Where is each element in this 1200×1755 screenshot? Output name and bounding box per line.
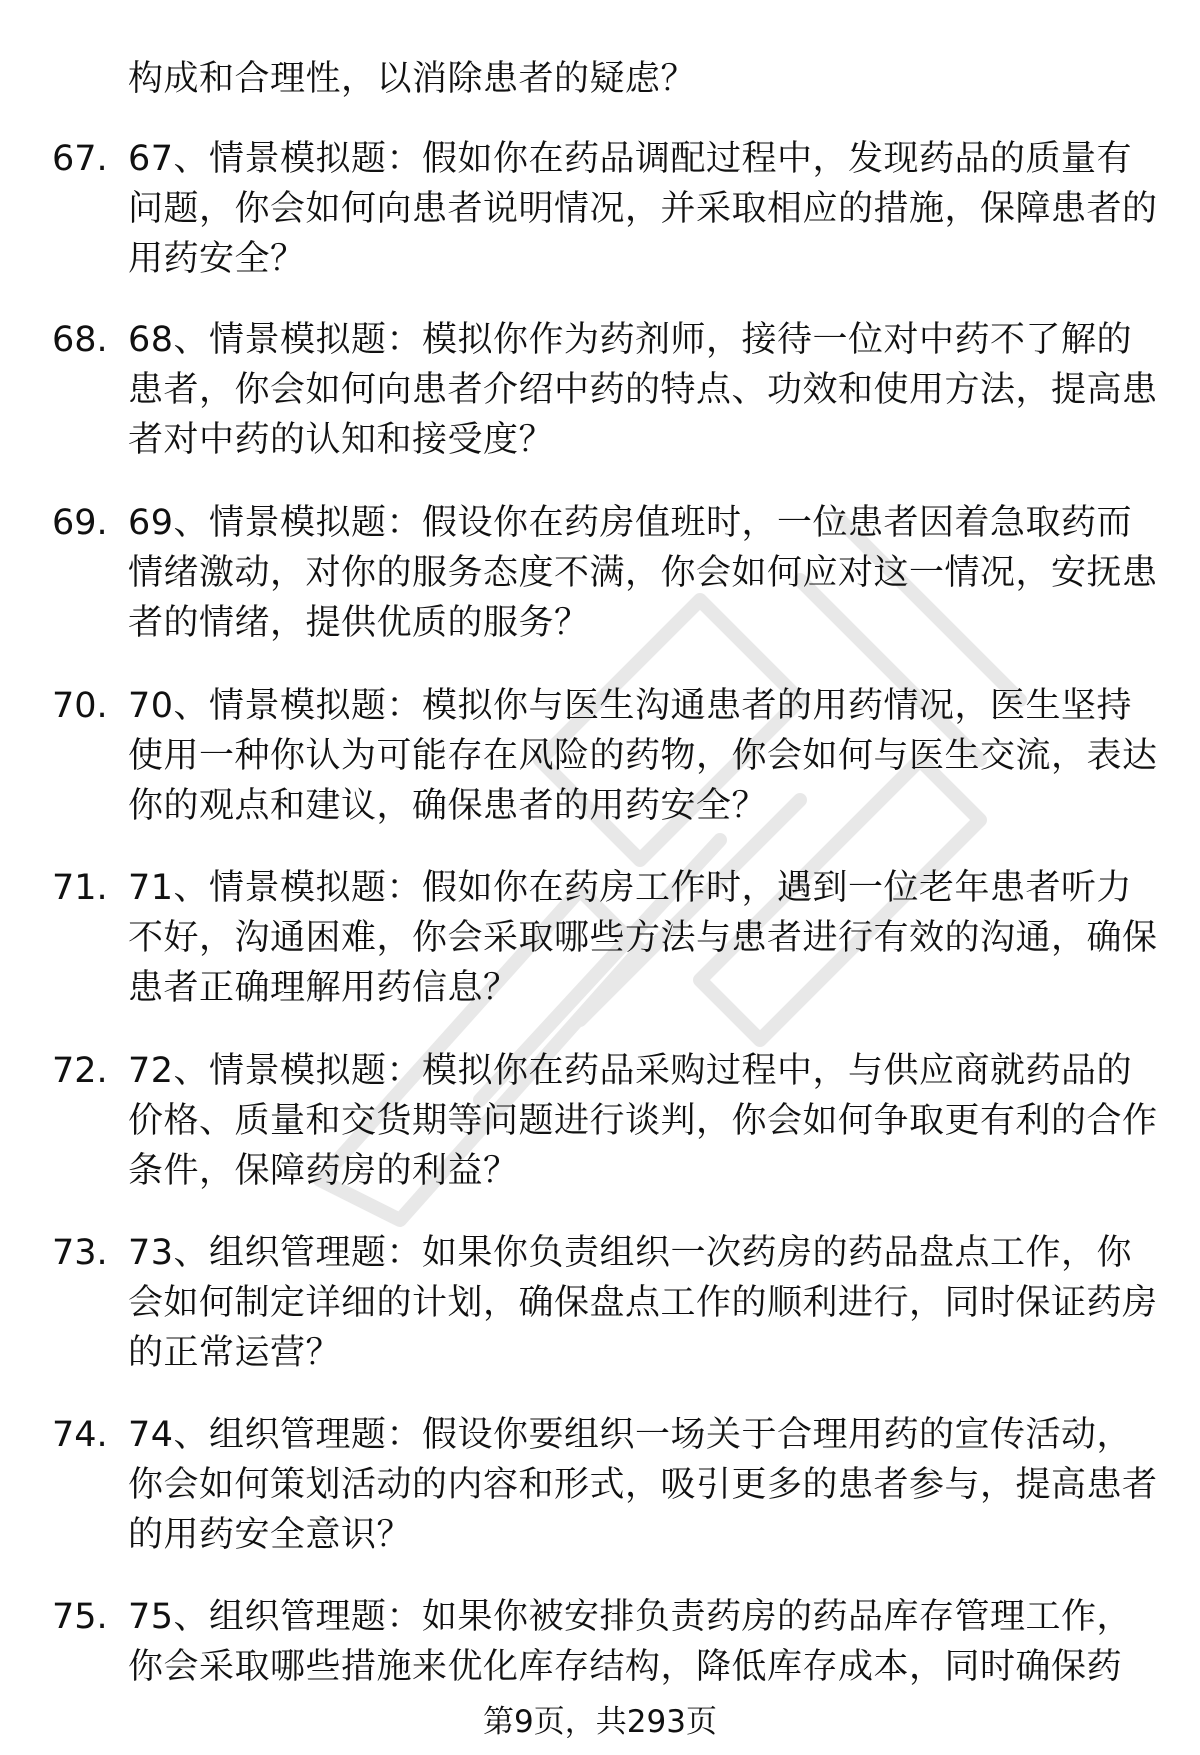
item-text: 75、组织管理题：如果你被安排负责药房的药品库存管理工作，你会采取哪些措施来优化库存结构，降低库存成本，同时确保药 [128, 1597, 1133, 1687]
item-text: 68、情景模拟题：模拟你作为药剂师，接待一位对中药不了解的患者，你会如何向患者介绍中药的特点、功效和使用方法，提高患者对中药的认知和接受度？ [128, 320, 1158, 460]
item-number: 71. [52, 868, 108, 908]
item-number: 73. [52, 1233, 108, 1273]
item-number: 68. [52, 320, 108, 360]
item-text: 67、情景模拟题：假如你在药品调配过程中，发现药品的质量有问题，你会如何向患者说明情况，并采取相应的措施，保障患者的用药安全？ [128, 139, 1158, 279]
item-text: 74、组织管理题：假设你要组织一场关于合理用药的宣传活动，你会如何策划活动的内容和形式，吸引更多的患者参与，提高患者的用药安全意识？ [128, 1415, 1158, 1555]
page-footer: 第9页，共293页 [483, 1704, 717, 1740]
item-text: 69、情景模拟题：假设你在药房值班时，一位患者因着急取药而情绪激动，对你的服务态度不满，你会如何应对这一情况，安抚患者的情绪，提供优质的服务？ [128, 503, 1158, 643]
item-number: 70. [52, 686, 108, 726]
item-number: 72. [52, 1051, 108, 1091]
item-text: 72、情景模拟题：模拟你在药品采购过程中，与供应商就药品的价格、质量和交货期等问题进行谈判，你会如何争取更有利的合作条件，保障药房的利益？ [128, 1051, 1158, 1191]
item-number: 74. [52, 1415, 108, 1455]
continuation-text: 构成和合理性，以消除患者的疑虑？ [128, 59, 697, 99]
item-number: 69. [52, 503, 108, 543]
item-number: 67. [52, 139, 108, 179]
item-text: 71、情景模拟题：假如你在药房工作时，遇到一位老年患者听力不好，沟通困难，你会采取哪些方法与患者进行有效的沟通，确保患者正确理解用药信息？ [128, 868, 1158, 1008]
item-text: 70、情景模拟题：模拟你与医生沟通患者的用药情况，医生坚持使用一种你认为可能存在风险的药物，你会如何与医生交流，表达你的观点和建议，确保患者的用药安全？ [128, 686, 1158, 826]
item-text: 73、组织管理题：如果你负责组织一次药房的药品盘点工作，你会如何制定详细的计划，确保盘点工作的顺利进行，同时保证药房的正常运营？ [128, 1233, 1158, 1373]
item-number: 75. [52, 1597, 108, 1637]
